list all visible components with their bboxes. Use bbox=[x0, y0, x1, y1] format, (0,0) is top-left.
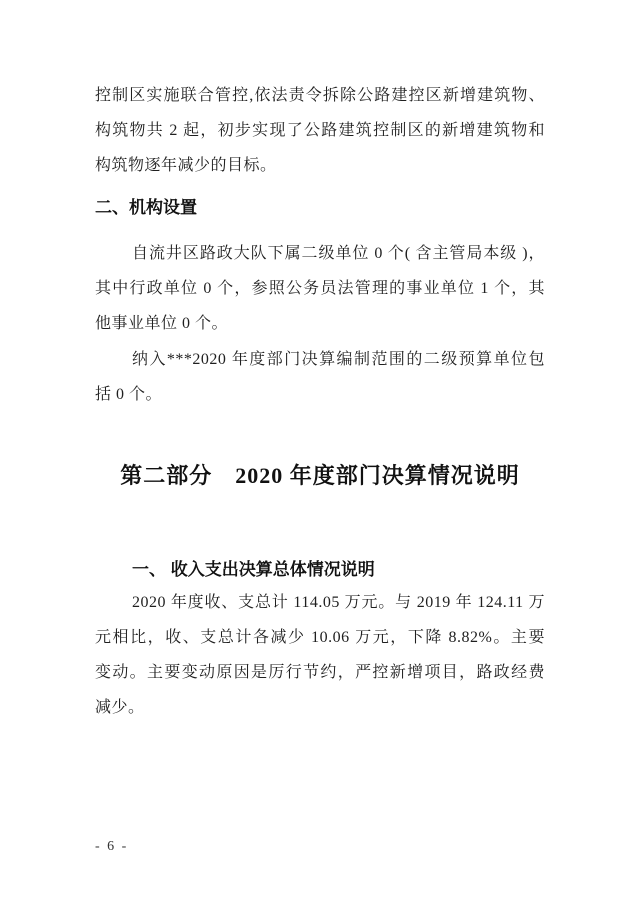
paragraph-income-expense bbox=[95, 585, 545, 725]
text-line: 其中行政单位 0 个，参照公务员法管理的事业单位 1 个，其 bbox=[95, 280, 545, 297]
page-number: - 6 - bbox=[95, 839, 129, 854]
section-heading-org-setup bbox=[95, 190, 545, 225]
text-line: 纳入***2020 年度部门决算编制范围的二级预算单位包 bbox=[132, 351, 545, 368]
text-line: 构筑物逐年减少的目标。 bbox=[95, 157, 277, 174]
part-title-text: 第二部分 2020 年度部门决算情况说明 bbox=[120, 463, 520, 488]
paragraph-org-setup bbox=[95, 236, 545, 341]
text-line: 减少。 bbox=[95, 699, 145, 716]
text-line: 他事业单位 0 个。 bbox=[95, 315, 229, 332]
text-line: 括 0 个。 bbox=[95, 386, 163, 403]
section-heading-income-expense bbox=[95, 552, 545, 587]
heading-text: 二、机构设置 bbox=[95, 198, 197, 217]
paragraph-control-zone bbox=[95, 78, 545, 183]
text-line: 元相比，收、支总计各减少 10.06 万元，下降 8.82%。主要 bbox=[95, 629, 545, 646]
text-line: 自流井区路政大队下属二级单位 0 个( 含主管局本级 )， bbox=[132, 245, 545, 262]
text-line: 2020 年度收、支总计 114.05 万元。与 2019 年 124.11 万 bbox=[132, 594, 545, 611]
heading-text: 一、 收入支出决算总体情况说明 bbox=[132, 560, 375, 579]
part-two-title bbox=[95, 458, 545, 493]
text-line: 构筑物共 2 起，初步实现了公路建筑控制区的新增建筑物和 bbox=[95, 122, 545, 139]
paragraph-budget-scope bbox=[95, 342, 545, 412]
text-line: 控制区实施联合管控,依法责令拆除公路建控区新增建筑物、 bbox=[95, 87, 545, 104]
text-line: 变动。主要变动原因是厉行节约，严控新增项目，路政经费 bbox=[95, 664, 545, 681]
